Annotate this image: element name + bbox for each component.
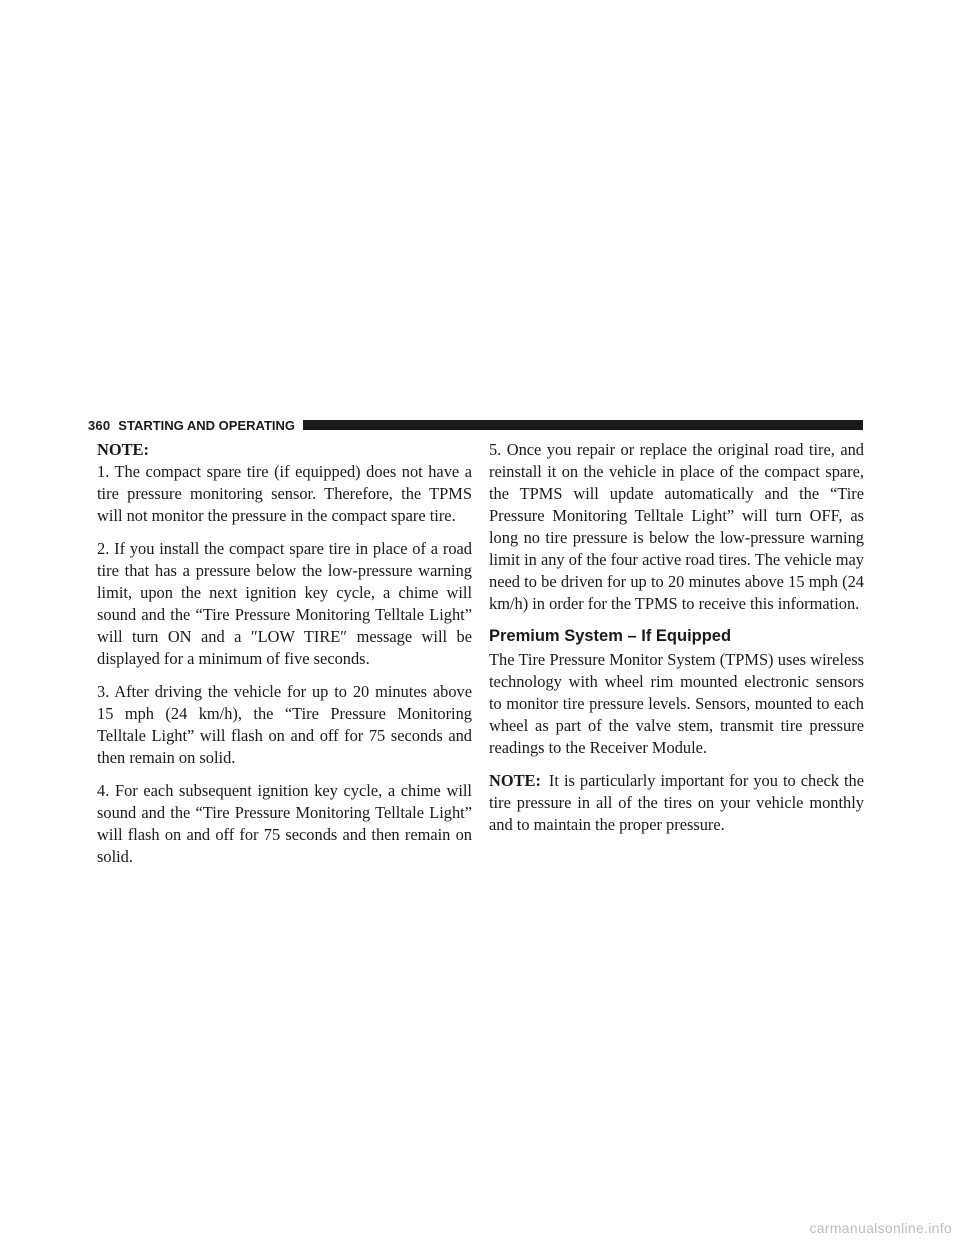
section-subheading: Premium System – If Equipped: [489, 627, 732, 645]
note-text: It is particularly important for you to check the tire pressure in all of the tires on your vehicle monthly and to maintain the proper pressure.: [489, 771, 864, 834]
paragraph-3: 3. After driving the vehicle for up to 20 minutes above 15 mph (24 km/h), the “Tire Pressure Monitoring Telltale Light” will flash on and off for 75 seconds and then remain on solid.: [97, 682, 472, 767]
left-column: [97, 439, 472, 879]
paragraph-2: 2. If you install the compact spare tire in place of a road tire that has a pressure below the low-pressure warning limit, upon the next ignition key cycle, a chime will sound and the “Tire Pressure Monitoring Telltale Light” will turn ON and a ″LOW TIRE″ message will be displayed for a minimum of five seconds.: [97, 539, 472, 668]
right-column: [489, 439, 864, 847]
note-label: NOTE:: [97, 440, 149, 459]
page-header: [88, 418, 863, 432]
header-rule: [303, 420, 863, 430]
premium-paragraph: The Tire Pressure Monitor System (TPMS) uses wireless technology with wheel rim mounted electronic sensors to monitor tire pressure levels. Sensors, mounted to each wheel as part of the valve stem, transmit tire pressure readings to the Receiver Module.: [489, 650, 864, 757]
note-paragraph: [489, 770, 864, 836]
note-label: NOTE:: [489, 771, 541, 790]
paragraph-1: 1. The compact spare tire (if equipped) does not have a tire pressure monitoring sensor. Therefore, the TPMS will not monitor the pressure in the compact spare tire.: [97, 462, 472, 525]
watermark: carmanualsonline.info: [809, 1220, 952, 1236]
paragraph-5: 5. Once you repair or replace the original road tire, and reinstall it on the vehicle in place of the compact spare, the TPMS will update automatically and the “Tire Pressure Monitoring Telltale Light” will turn OFF, as long no tire pressure is below the low-pressure warning limit in any of the four active road tires. The vehicle may need to be driven for up to 20 minutes above 15 mph (24 km/h) in order for the TPMS to receive this information.: [489, 440, 864, 613]
section-title: STARTING AND OPERATING: [118, 417, 295, 433]
page-number: 360: [88, 417, 111, 433]
paragraph-4: 4. For each subsequent ignition key cycle, a chime will sound and the “Tire Pressure Monitoring Telltale Light” will flash on and off for 75 seconds and then remain on solid.: [97, 781, 472, 866]
